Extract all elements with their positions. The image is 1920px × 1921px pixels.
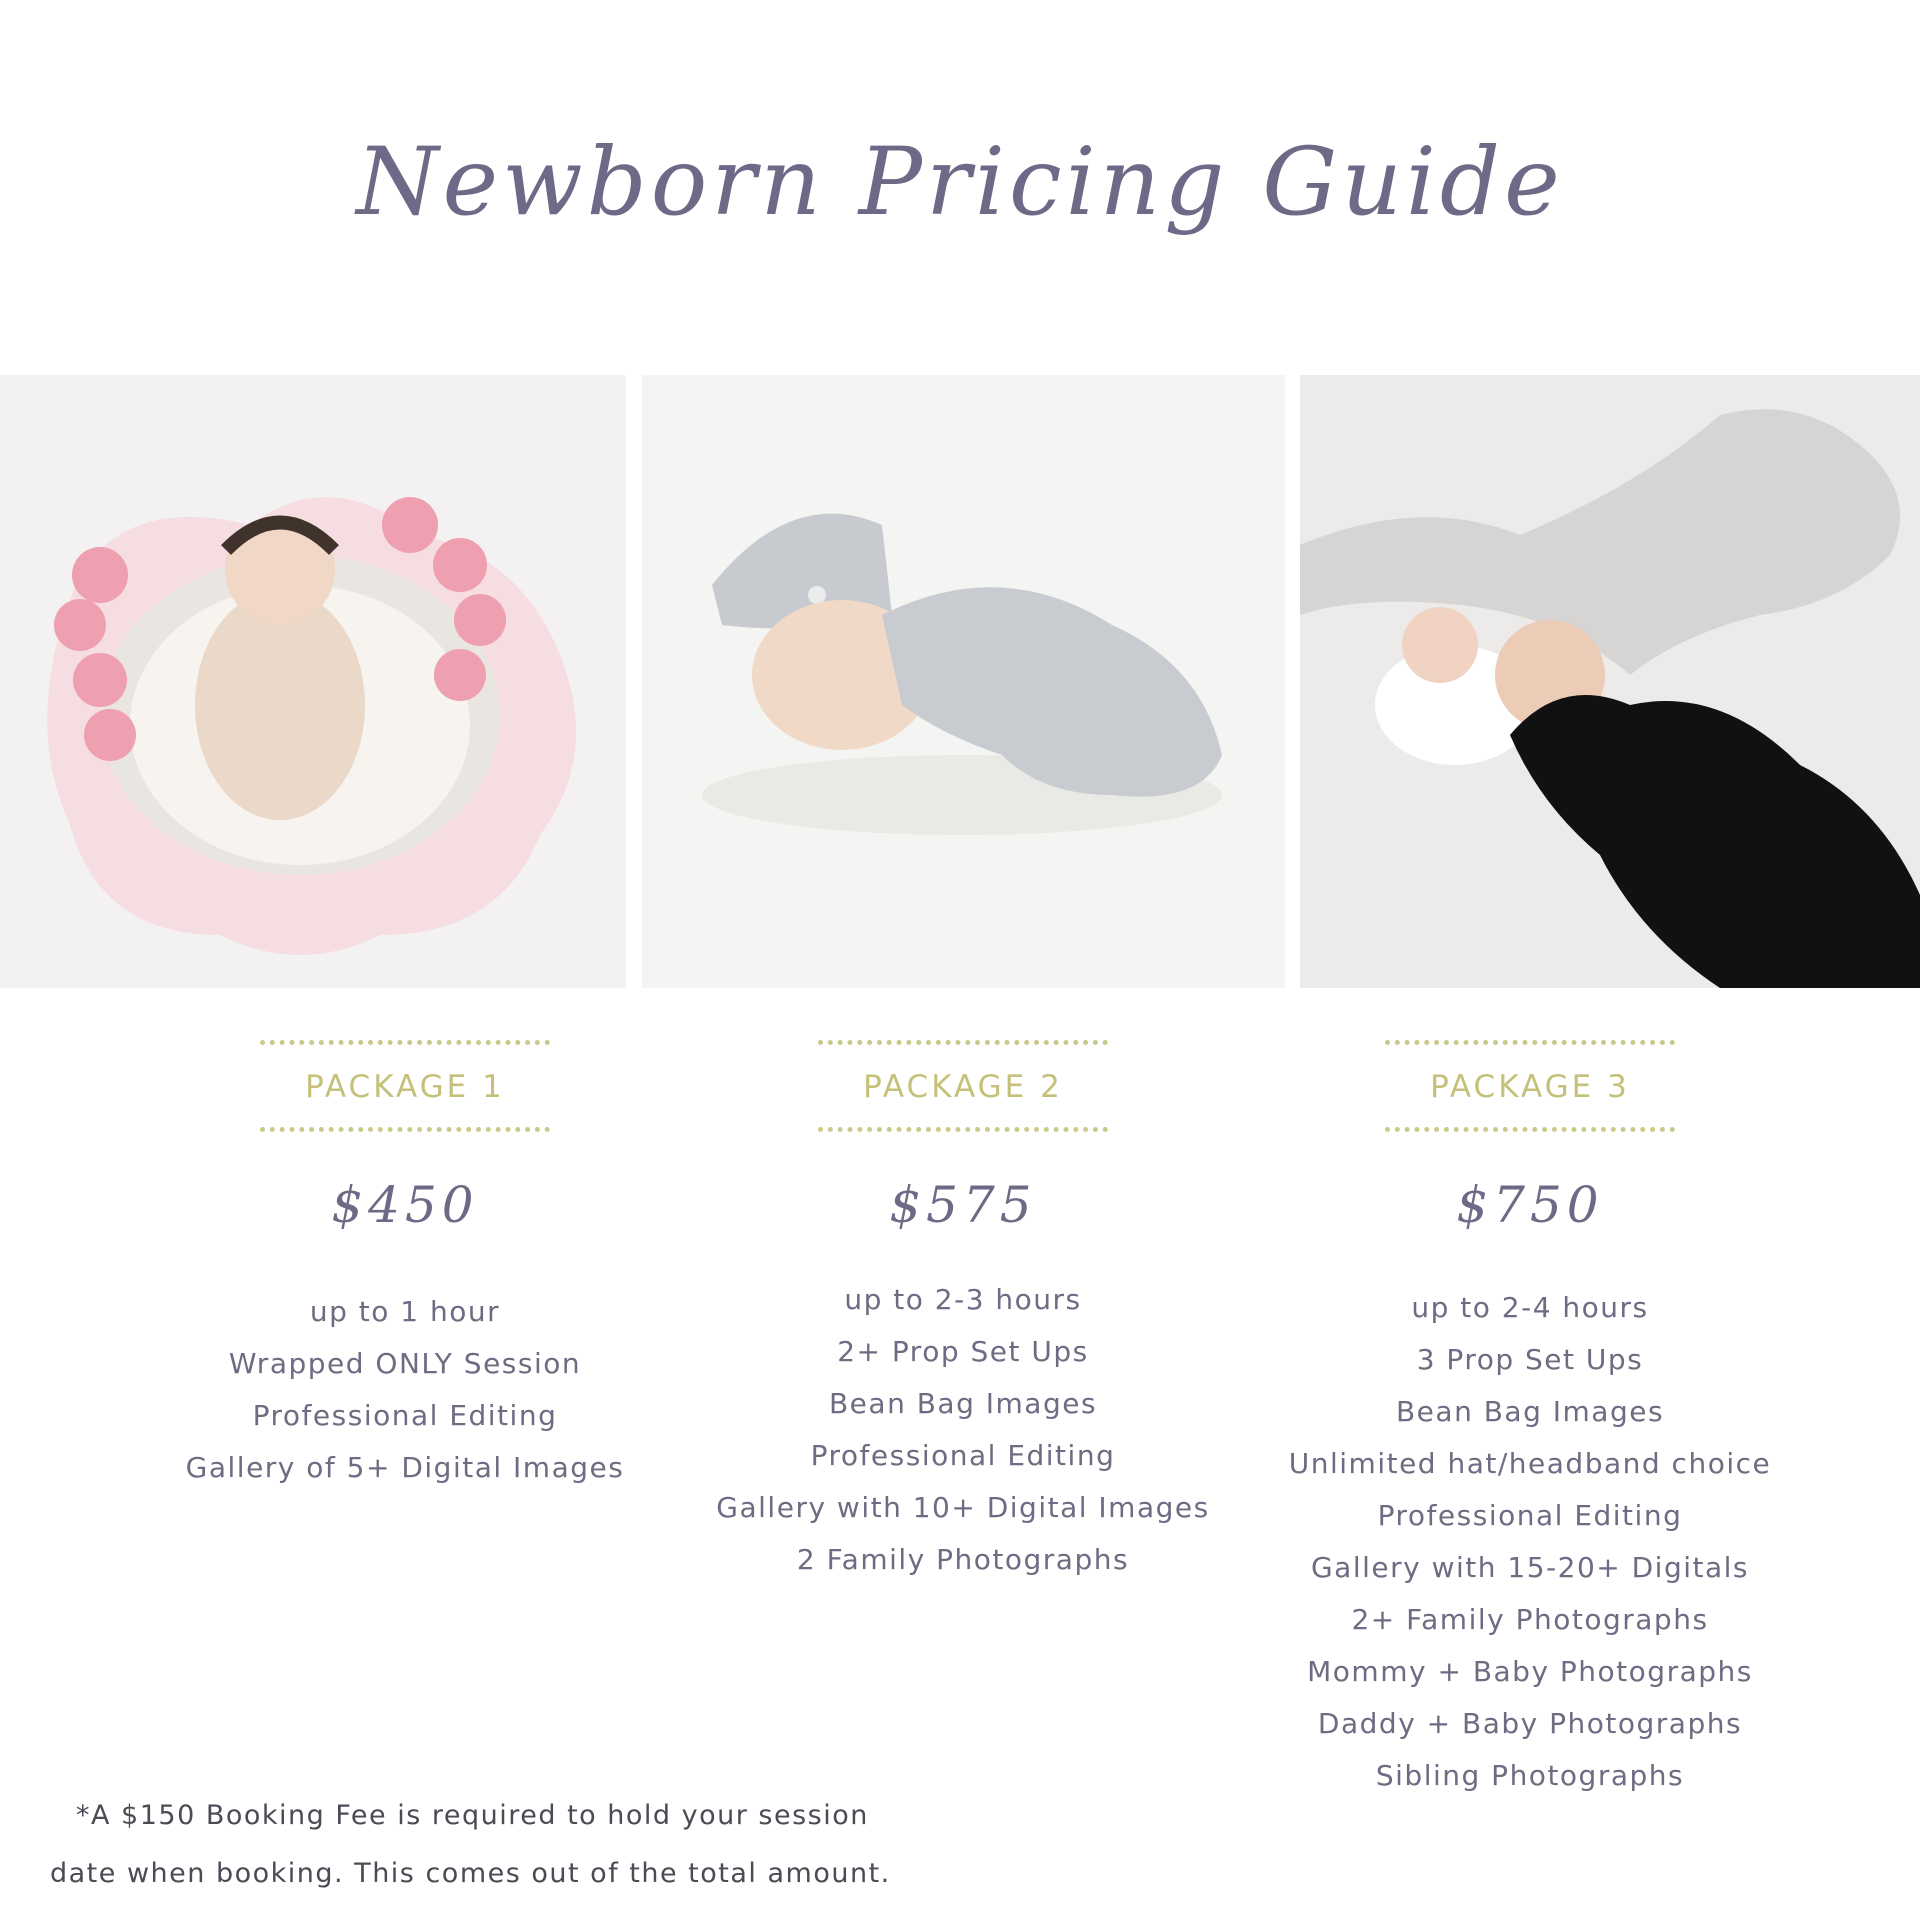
feature-item: Mommy + Baby Photographs (1307, 1655, 1753, 1688)
package-2-column (663, 1040, 1263, 1586)
feature-item: 3 Prop Set Ups (1416, 1343, 1644, 1376)
package-label: PACKAGE 1 (305, 1069, 505, 1105)
page-title: Newborn Pricing Guide (356, 128, 1564, 237)
feature-item: Gallery with 10+ Digital Images (716, 1491, 1210, 1524)
newborn-sleeping-photo-image (642, 375, 1285, 988)
dotted-divider-bottom (260, 1127, 550, 1132)
feature-item: 2+ Prop Set Ups (837, 1335, 1089, 1368)
booking-fee-note (50, 1787, 950, 1903)
feature-item: Professional Editing (1377, 1499, 1683, 1532)
feature-item: up to 2-3 hours (844, 1283, 1082, 1316)
feature-item: Gallery with 15-20+ Digitals (1310, 1551, 1750, 1584)
feature-item: 2 Family Photographs (796, 1543, 1130, 1576)
package-label: PACKAGE 3 (1430, 1069, 1630, 1105)
feature-item: Bean Bag Images (1395, 1395, 1665, 1428)
feature-item: Gallery of 5+ Digital Images (185, 1451, 625, 1484)
feature-item: Professional Editing (252, 1399, 558, 1432)
package-1-column (105, 1040, 705, 1494)
feature-item: 2+ Family Photographs (1351, 1603, 1709, 1636)
newborn-bowl-photo-image (0, 375, 626, 988)
feature-item: Professional Editing (810, 1439, 1116, 1472)
package-2-photo (642, 375, 1285, 988)
dotted-divider-bottom (818, 1127, 1108, 1132)
dotted-divider-top (818, 1040, 1108, 1045)
package-features (663, 1274, 1263, 1586)
dotted-divider-bottom (1385, 1127, 1675, 1132)
package-price: $575 (889, 1176, 1037, 1234)
package-price: $450 (331, 1176, 479, 1234)
feature-item: Wrapped ONLY Session (228, 1347, 582, 1380)
feature-item: up to 1 hour (309, 1295, 501, 1328)
feature-item: up to 2-4 hours (1411, 1291, 1649, 1324)
package-3-photo (1300, 375, 1920, 988)
feature-item: Unlimited hat/headband choice (1288, 1447, 1772, 1480)
feature-item: Sibling Photographs (1375, 1759, 1685, 1792)
booking-fee-note-line-1: *A $150 Booking Fee is required to hold your session (76, 1800, 869, 1831)
package-features (1230, 1282, 1830, 1802)
booking-fee-note-line-2: date when booking. This comes out of the total amount. (50, 1858, 891, 1889)
feature-item: Daddy + Baby Photographs (1317, 1707, 1743, 1740)
dotted-divider-top (260, 1040, 550, 1045)
package-price: $750 (1456, 1176, 1604, 1234)
package-1-photo (0, 375, 626, 988)
feature-item: Bean Bag Images (828, 1387, 1098, 1420)
mother-and-baby-photo-image (1300, 375, 1920, 988)
package-3-column (1230, 1040, 1830, 1802)
dotted-divider-top (1385, 1040, 1675, 1045)
package-features (105, 1286, 705, 1494)
package-label: PACKAGE 2 (863, 1069, 1063, 1105)
